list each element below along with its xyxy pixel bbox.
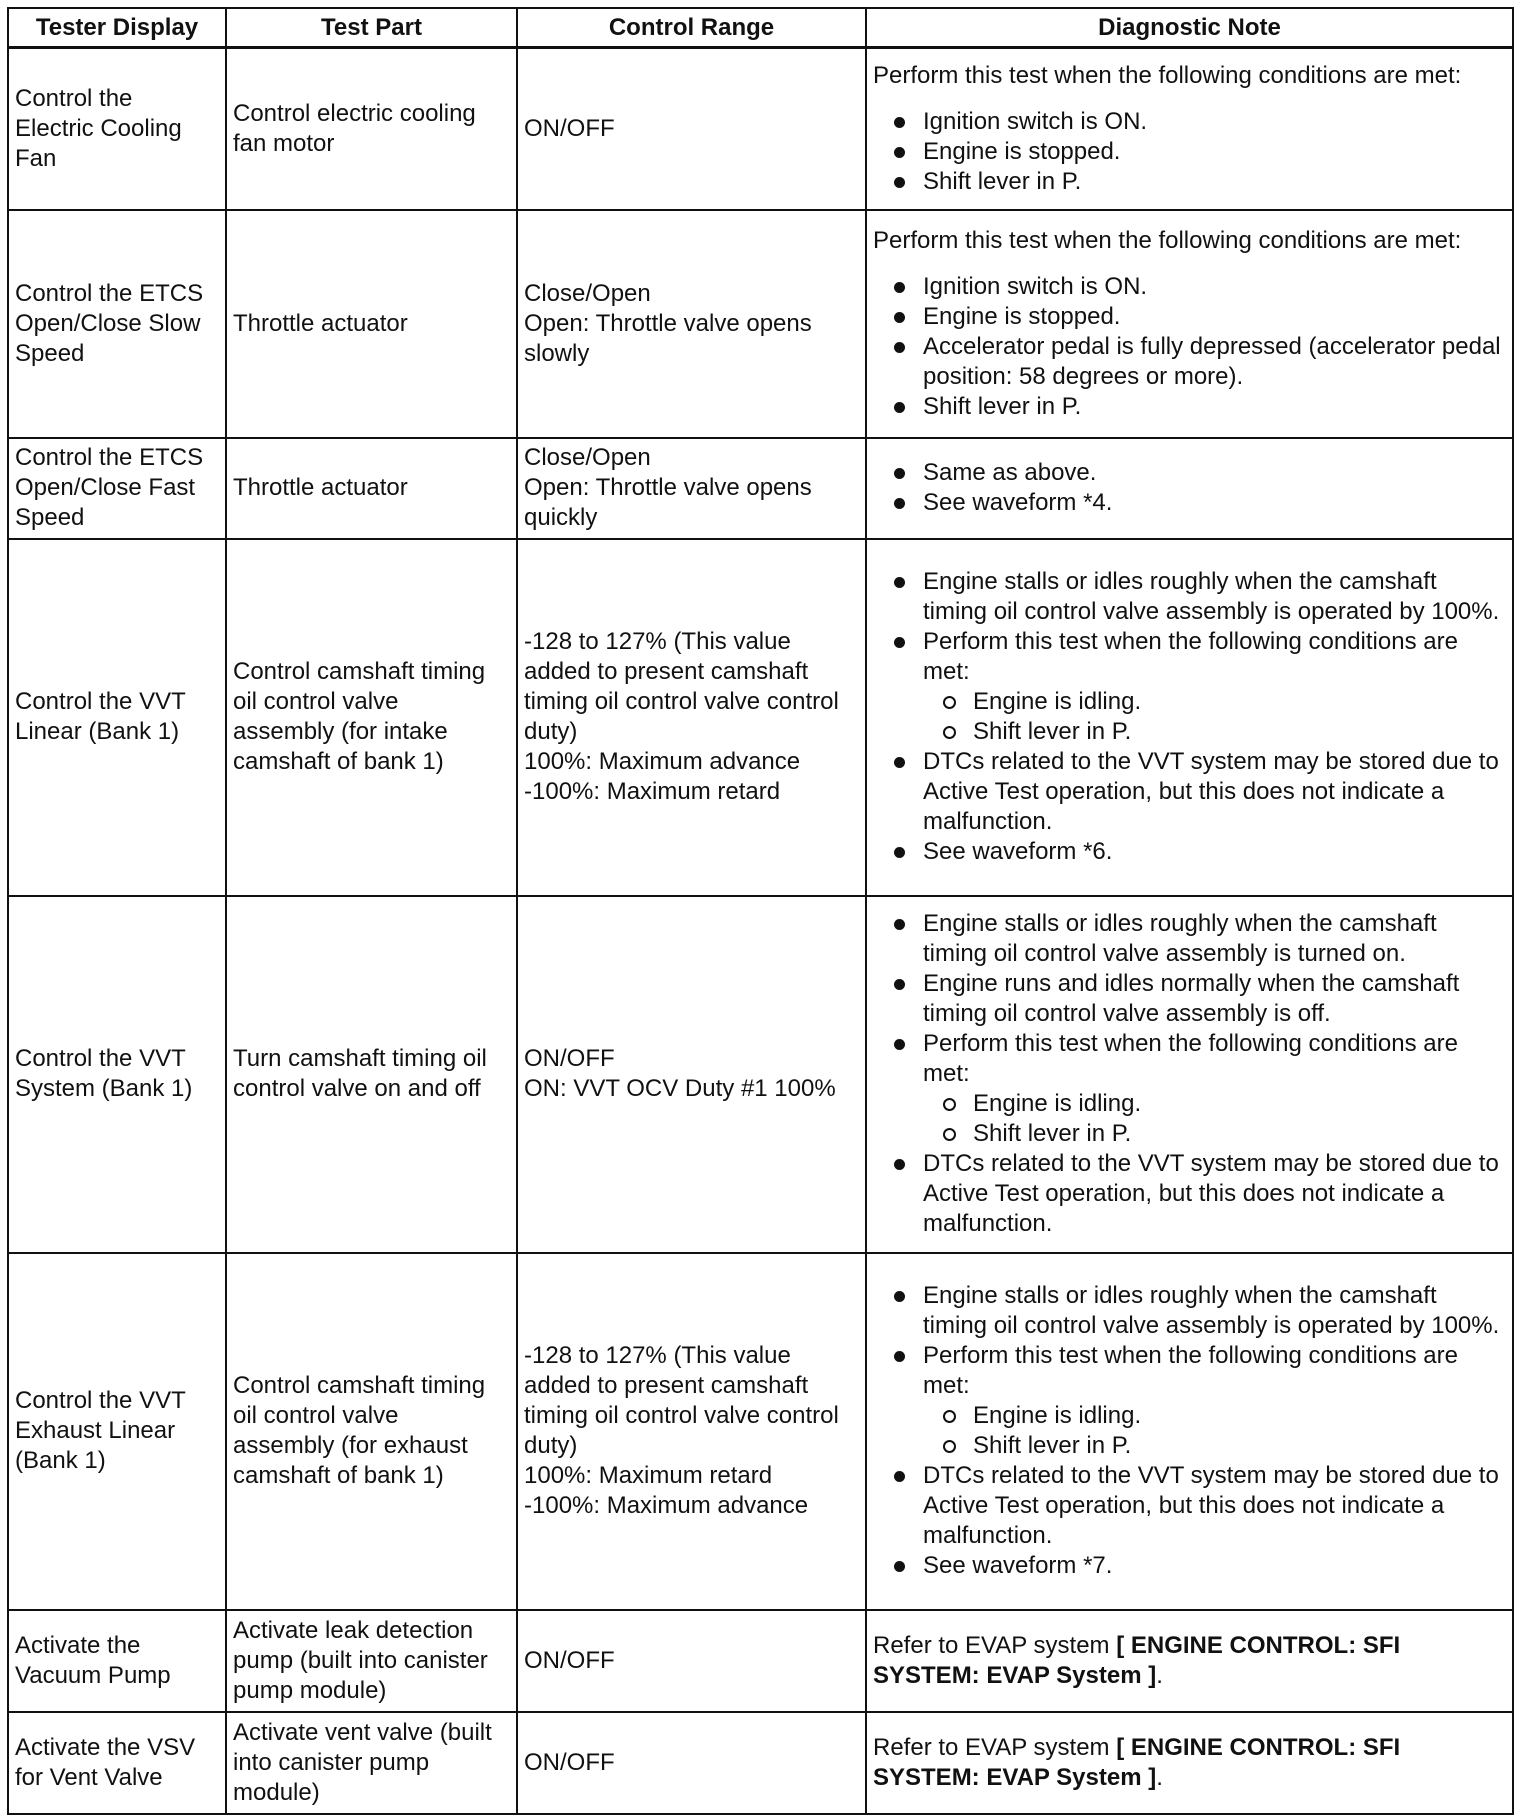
table-row — [8, 1712, 1513, 1814]
reference-link[interactable]: [ ENGINE CONTROL: SFI SYSTEM: EVAP System ] — [873, 1631, 1401, 1689]
table-row — [8, 438, 1513, 539]
sub-bullet-list — [923, 687, 1506, 747]
reference-suffix: . — [1156, 1661, 1163, 1689]
bullet-item: Engine stalls or idles roughly when the camshaft timing oil control valve assembly is operated by 100%. — [873, 567, 1506, 627]
bullet-text: Perform this test when the following conditions are met: — [923, 628, 1458, 685]
table-row — [8, 1610, 1513, 1712]
control-range-cell: -128 to 127% (This value added to present camshaft timing oil control valve control duty) 100%: Maximum retard -100%: Maximum advance — [517, 1253, 866, 1610]
tester-display-cell: Control the ETCS Open/Close Fast Speed — [8, 438, 226, 539]
table-row — [8, 896, 1513, 1253]
reference-suffix: . — [1156, 1763, 1163, 1791]
control-range-cell: Close/Open Open: Throttle valve opens slowly — [517, 210, 866, 438]
bullet-list — [873, 909, 1506, 1239]
bullet-item: Same as above. — [873, 458, 1506, 488]
bullet-item: See waveform *4. — [873, 488, 1506, 518]
active-test-table — [7, 7, 1514, 1815]
table-row — [8, 48, 1513, 210]
tester-display-cell: Activate the VSV for Vent Valve — [8, 1712, 226, 1814]
bullet-text: Perform this test when the following conditions are met: — [923, 1030, 1458, 1087]
test-part-cell: Control camshaft timing oil control valve assembly (for exhaust camshaft of bank 1) — [226, 1253, 517, 1610]
bullet-item: Engine runs and idles normally when the camshaft timing oil control valve assembly is off. — [873, 969, 1506, 1029]
bullet-item — [873, 1029, 1506, 1149]
test-part-cell: Control electric cooling fan motor — [226, 48, 517, 210]
sub-bullet-item: Shift lever in P. — [923, 717, 1506, 747]
bullet-list — [873, 272, 1506, 422]
sub-bullet-list — [923, 1401, 1506, 1461]
bullet-item — [873, 1341, 1506, 1461]
bullet-item: Engine is stopped. — [873, 302, 1506, 332]
bullet-text: Perform this test when the following conditions are met: — [923, 1342, 1458, 1399]
sub-bullet-item: Engine is idling. — [923, 1401, 1506, 1431]
diagnostic-note-cell — [866, 210, 1513, 438]
reference-link[interactable]: [ ENGINE CONTROL: SFI SYSTEM: EVAP System ] — [873, 1733, 1401, 1791]
test-part-cell: Turn camshaft timing oil control valve on and off — [226, 896, 517, 1253]
bullet-item: DTCs related to the VVT system may be stored due to Active Test operation, but this does not indicate a malfunction. — [873, 747, 1506, 837]
control-range-cell: ON/OFF — [517, 48, 866, 210]
control-range-cell: -128 to 127% (This value added to present camshaft timing oil control valve control duty) 100%: Maximum advance -100%: Maximum retard — [517, 539, 866, 896]
diagnostic-note-cell — [866, 1712, 1513, 1814]
sub-bullet-item: Engine is idling. — [923, 1089, 1506, 1119]
bullet-item: Ignition switch is ON. — [873, 272, 1506, 302]
reference-prefix: Refer to EVAP system — [873, 1631, 1117, 1659]
diagnostic-note-cell — [866, 1610, 1513, 1712]
bullet-item: Engine is stopped. — [873, 137, 1506, 167]
bullet-item: Shift lever in P. — [873, 167, 1506, 197]
diagnostic-note-cell — [866, 896, 1513, 1253]
bullet-list — [873, 1281, 1506, 1581]
test-part-cell: Throttle actuator — [226, 438, 517, 539]
bullet-list — [873, 567, 1506, 867]
tester-display-cell: Control the Electric Cooling Fan — [8, 48, 226, 210]
bullet-item — [873, 627, 1506, 747]
note-intro: Perform this test when the following conditions are met: — [873, 61, 1462, 89]
bullet-item: DTCs related to the VVT system may be stored due to Active Test operation, but this does not indicate a malfunction. — [873, 1149, 1506, 1239]
test-part-cell: Throttle actuator — [226, 210, 517, 438]
diagnostic-note-cell — [866, 48, 1513, 210]
bullet-item: Accelerator pedal is fully depressed (accelerator pedal position: 58 degrees or more). — [873, 332, 1506, 392]
tester-display-cell: Control the VVT System (Bank 1) — [8, 896, 226, 1253]
test-part-cell: Activate leak detection pump (built into canister pump module) — [226, 1610, 517, 1712]
bullet-list — [873, 458, 1506, 518]
bullet-item: Engine stalls or idles roughly when the camshaft timing oil control valve assembly is turned on. — [873, 909, 1506, 969]
test-part-cell: Control camshaft timing oil control valve assembly (for intake camshaft of bank 1) — [226, 539, 517, 896]
header-control-range: Control Range — [517, 8, 866, 48]
table-row — [8, 210, 1513, 438]
diagnostic-note-cell — [866, 438, 1513, 539]
header-row — [8, 8, 1513, 48]
bullet-item: DTCs related to the VVT system may be stored due to Active Test operation, but this does not indicate a malfunction. — [873, 1461, 1506, 1551]
control-range-cell: ON/OFF ON: VVT OCV Duty #1 100% — [517, 896, 866, 1253]
sub-bullet-item: Shift lever in P. — [923, 1119, 1506, 1149]
bullet-item: Engine stalls or idles roughly when the camshaft timing oil control valve assembly is operated by 100%. — [873, 1281, 1506, 1341]
bullet-item: Shift lever in P. — [873, 392, 1506, 422]
header-diagnostic-note: Diagnostic Note — [866, 8, 1513, 48]
bullet-item: See waveform *6. — [873, 837, 1506, 867]
diagnostic-note-cell — [866, 1253, 1513, 1610]
header-test-part: Test Part — [226, 8, 517, 48]
table-row — [8, 1253, 1513, 1610]
diagnostic-note-cell — [866, 539, 1513, 896]
tester-display-cell: Control the VVT Exhaust Linear (Bank 1) — [8, 1253, 226, 1610]
control-range-cell: ON/OFF — [517, 1610, 866, 1712]
reference-prefix: Refer to EVAP system — [873, 1733, 1117, 1761]
bullet-item: Ignition switch is ON. — [873, 107, 1506, 137]
test-part-cell: Activate vent valve (built into canister pump module) — [226, 1712, 517, 1814]
sub-bullet-item: Engine is idling. — [923, 687, 1506, 717]
header-tester-display: Tester Display — [8, 8, 226, 48]
note-intro: Perform this test when the following conditions are met: — [873, 226, 1462, 254]
tester-display-cell: Control the ETCS Open/Close Slow Speed — [8, 210, 226, 438]
tester-display-cell: Activate the Vacuum Pump — [8, 1610, 226, 1712]
table-row — [8, 539, 1513, 896]
control-range-cell: ON/OFF — [517, 1712, 866, 1814]
sub-bullet-list — [923, 1089, 1506, 1149]
bullet-item: See waveform *7. — [873, 1551, 1506, 1581]
sub-bullet-item: Shift lever in P. — [923, 1431, 1506, 1461]
bullet-list — [873, 107, 1506, 197]
control-range-cell: Close/Open Open: Throttle valve opens quickly — [517, 438, 866, 539]
page-wrapper — [7, 7, 1514, 1815]
tester-display-cell: Control the VVT Linear (Bank 1) — [8, 539, 226, 896]
